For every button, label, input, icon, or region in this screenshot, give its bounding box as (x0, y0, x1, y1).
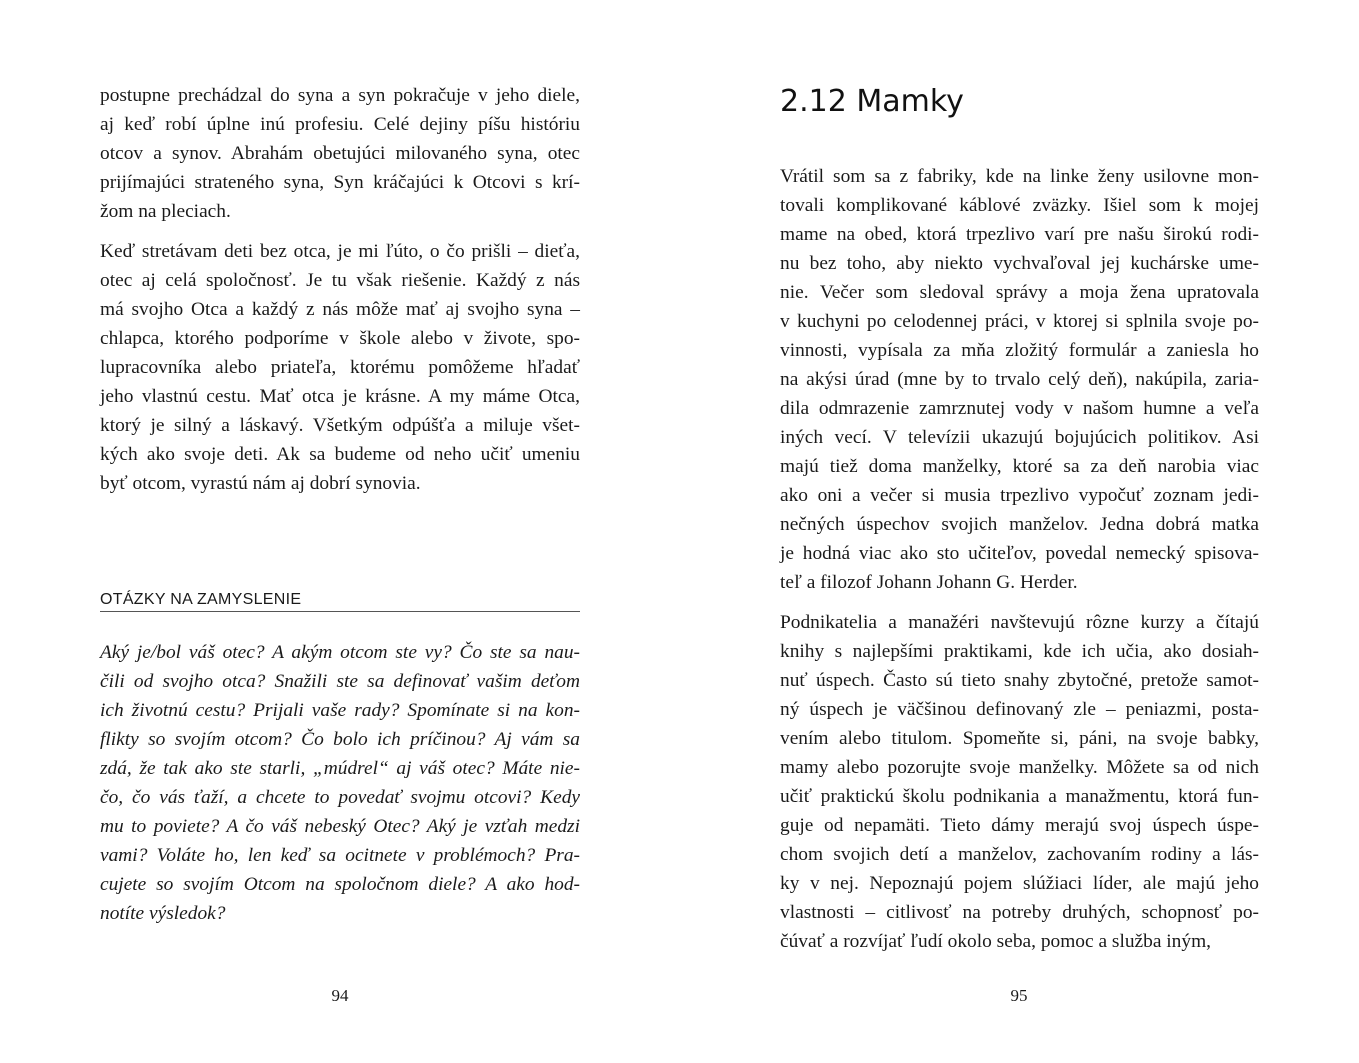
page-number-right: 95 (1010, 986, 1028, 1005)
text-line: majú tiež doma manželky, ktoré sa za deň narobia viac (780, 456, 1259, 477)
text-line: nuť úspech. Často sú tieto snahy zbytočné, pretože samot- (780, 670, 1259, 691)
text-line: postupne prechádzal do syna a syn pokračuje v jeho diele, (100, 85, 580, 106)
left-page (0, 0, 679, 1063)
text-line: vlastnosti – citlivosť na potreby druhých, schopnosť po- (780, 902, 1259, 923)
text-line: guje od nepamäti. Tieto dámy merajú svoj úspech úspe- (780, 815, 1259, 836)
text-line: Aký je/bol váš otec? A akým otcom ste vy? Čo ste sa nau- (100, 642, 580, 663)
text-line: byť otcom, vyrastú nám aj dobrí synovia. (100, 473, 421, 494)
text-line: vami? Voláte ho, len keď sa ocitnete v problémoch? Pra- (100, 845, 580, 866)
text-line: mame na obed, ktorá trpezlivo varí pre našu širokú rodi- (780, 224, 1259, 245)
right-page (679, 0, 1359, 1063)
paragraph (100, 81, 580, 226)
text-line: tovali komplikované káblové zväzky. Išiel som k mojej (780, 195, 1259, 216)
paragraph (780, 608, 1259, 956)
text-line: otec aj celá spoločnosť. Je tu však riešenie. Každý z nás (100, 270, 580, 291)
text-line: cujete so svojím Otcom na spoločnom diele? A ako hod- (100, 874, 580, 895)
left-body-text (100, 81, 580, 498)
text-line: Vrátil som sa z fabriky, kde na linke ženy usilovne mon- (780, 166, 1259, 187)
text-line: lupracovníka alebo priateľa, ktorému pomôžeme hľadať (100, 357, 580, 378)
text-line: Podnikatelia a manažéri navštevujú rôzne kurzy a čítajú (780, 612, 1259, 633)
text-line: nu bez toho, aby niekto vychvaľoval jej kuchárske ume- (780, 253, 1259, 274)
text-line: knihy s najlepšími praktikami, kde ich učia, ako dosiah- (780, 641, 1259, 662)
text-line: nečných úspechov svojich manželov. Jedna dobrá matka (780, 514, 1259, 535)
text-line: čo, čo vás ťaží, a chcete to povedať svojmu otcovi? Kedy (100, 787, 580, 808)
text-line: ich životnú cestu? Prijali vaše rady? Spomínate si na kon- (100, 700, 580, 721)
text-line: v kuchyni po celodennej práci, v ktorej si splnila svoje po- (780, 311, 1259, 332)
chapter-title: 2.12 Mamky (780, 84, 964, 119)
text-line: jeho vlastnú cestu. Mať otca je krásne. A my máme Otca, (100, 386, 580, 407)
right-body-text (780, 162, 1259, 956)
text-line: dila odmrazenie zamrznutej vody v našom humne a veľa (780, 398, 1259, 419)
paragraph (780, 162, 1259, 597)
text-line: aj keď robí úplne inú profesiu. Celé dejiny píšu históriu (100, 114, 580, 135)
text-line: ky v nej. Nepoznajú pojem slúžiaci líder, ale majú jeho (780, 873, 1259, 894)
text-line: mu to poviete? A čo váš nebeský Otec? Aký je vzťah medzi (100, 816, 580, 837)
text-line: žom na pleciach. (100, 201, 231, 222)
text-line: chlapca, ktorého podporíme v škole alebo v živote, spo- (100, 328, 580, 349)
text-line: teľ a filozof Johann Johann G. Herder. (780, 572, 1078, 593)
text-line: mamy alebo pozorujte svoje manželky. Môžete sa od nich (780, 757, 1259, 778)
text-line: zdá, že tak ako ste starli, „múdrel“ aj váš otec? Máte nie- (100, 758, 580, 779)
text-line: iných vecí. V televízii ukazujú bojujúcich politikov. Asi (780, 427, 1259, 448)
text-line: je hodná viac ako sto učiteľov, povedal nemecký spisova- (780, 543, 1259, 564)
text-line: učiť praktickú školu podnikania a manažmentu, ktorá fun- (780, 786, 1259, 807)
text-line: otcov a synov. Abrahám obetujúci milovaného syna, otec (100, 143, 580, 164)
text-line: Keď stretávam deti bez otca, je mi ľúto, o čo prišli – dieťa, (100, 241, 580, 262)
text-line: čúvať a rozvíjať ľudí okolo seba, pomoc a služba iným, (780, 931, 1211, 952)
text-line: ný úspech je väčšinou definovaný zle – peniazmi, posta- (780, 699, 1259, 720)
paragraph (100, 638, 580, 928)
text-line: notíte výsledok? (100, 903, 226, 924)
text-line: čili od svojho otca? Snažili ste sa definovať vašim deťom (100, 671, 580, 692)
text-line: má svojho Otca a každý z nás môže mať aj svojho syna – (100, 299, 580, 320)
reflection-questions (100, 638, 580, 928)
paragraph (100, 237, 580, 498)
text-line: ktorý je silný a láskavý. Všetkým odpúšťa a miluje všet- (100, 415, 580, 436)
page-number-left: 94 (331, 986, 349, 1005)
text-line: vením alebo titulom. Spomeňte si, páni, na svoje babky, (780, 728, 1259, 749)
text-line: prijímajúci strateného syna, Syn kráčajúci k Otcovi s krí- (100, 172, 580, 193)
text-line: na akýsi úrad (mne by to trvalo celý deň), nakúpila, zaria- (780, 369, 1259, 390)
text-line: flikty so svojím otcom? Čo bolo ich príčinou? Aj vám sa (100, 729, 580, 750)
text-line: nie. Večer som sledoval správy a moja žena upratovala (780, 282, 1259, 303)
text-line: chom svojich detí a manželov, zachovaním rodiny a lás- (780, 844, 1259, 865)
text-line: vinnosti, vypísala za mňa zložitý formulár a zaniesla ho (780, 340, 1259, 361)
text-line: ako oni a večer si musia trpezlivo vypočuť zoznam jedi- (780, 485, 1259, 506)
text-line: kých ako svoje deti. Ak sa budeme od neho učiť umeniu (100, 444, 580, 465)
section-label: OTÁZKY NA ZAMYSLENIE (100, 589, 580, 612)
